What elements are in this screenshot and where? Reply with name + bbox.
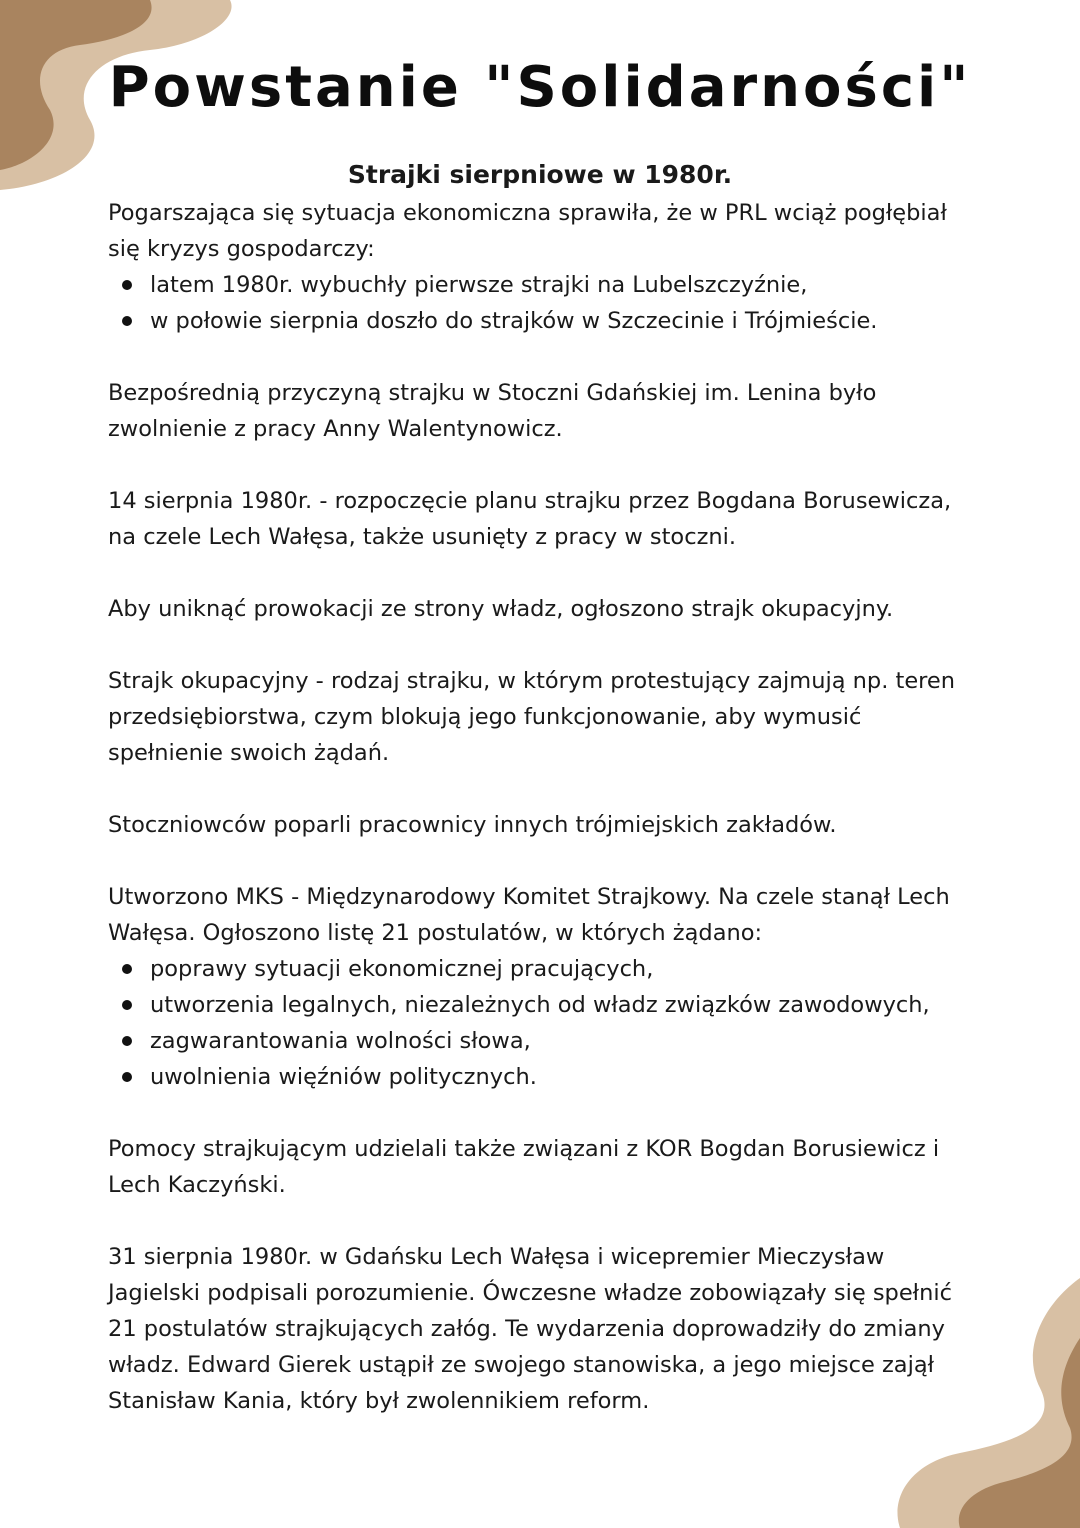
list-item: latem 1980r. wybuchły pierwsze strajki na Lubelszczyźnie, [108,267,978,303]
agreement-paragraph: 31 sierpnia 1980r. w Gdańsku Lech Wałęsa i wicepremier Mieczysław Jagielski podpisali porozumienie. Ówczesne władze zobowiązały się spełnić 21 postulatów strajkujących załóg. Te wydarzenia doprowadziły do zmiany władz. Edward Gierek ustąpił ze swojego stanowiska, a jego miejsce zajął Stanisław Kania, który był zwolennikiem reform. [108,1244,952,1414]
occupation-paragraph: Aby uniknąć prowokacji ze strony władz, ogłoszono strajk okupacyjny. [108,596,894,622]
demands-bullet-list [108,951,978,1095]
support-paragraph: Stoczniowców poparli pracownicy innych trójmiejskich zakładów. [108,812,837,838]
mks-paragraph: Utworzono MKS - Międzynarodowy Komitet Strajkowy. Na czele stanął Lech Wałęsa. Ogłoszono listę 21 postulatów, w których żądano: [108,884,950,946]
cause-paragraph: Bezpośrednią przyczyną strajku w Stoczni Gdańskiej im. Lenina było zwolnienie z pracy Anny Walentynowicz. [108,380,877,442]
strike-start-paragraph: 14 sierpnia 1980r. - rozpoczęcie planu strajku przez Bogdana Borusewicza, na czele Lech Wałęsa, także usunięty z pracy w stoczni. [108,488,952,550]
list-item: poprawy sytuacji ekonomicznej pracujących, [108,951,978,987]
intro-bullet-list [108,267,978,339]
list-item: utworzenia legalnych, niezależnych od władz związków zawodowych, [108,987,978,1023]
list-item: uwolnienia więźniów politycznych. [108,1059,978,1095]
definition-paragraph: Strajk okupacyjny - rodzaj strajku, w którym protestujący zajmują np. teren przedsiębiorstwa, czym blokują jego funkcjonowanie, aby wymusić spełnienie swoich żądań. [108,668,956,766]
page-title: Powstanie "Solidarności" [108,55,972,120]
help-paragraph: Pomocy strajkującym udzielali także związani z KOR Bogdan Borusiewicz i Lech Kaczyński. [108,1136,940,1198]
intro-paragraph: Pogarszająca się sytuacja ekonomiczna sprawiła, że w PRL wciąż pogłębiał się kryzys gospodarczy: [108,200,947,262]
list-item: w połowie sierpnia doszło do strajków w Szczecinie i Trójmieście. [108,303,978,339]
list-item: zagwarantowania wolności słowa, [108,1023,978,1059]
section-subtitle: Strajki sierpniowe w 1980r. [347,160,733,189]
note-content [108,195,978,1419]
